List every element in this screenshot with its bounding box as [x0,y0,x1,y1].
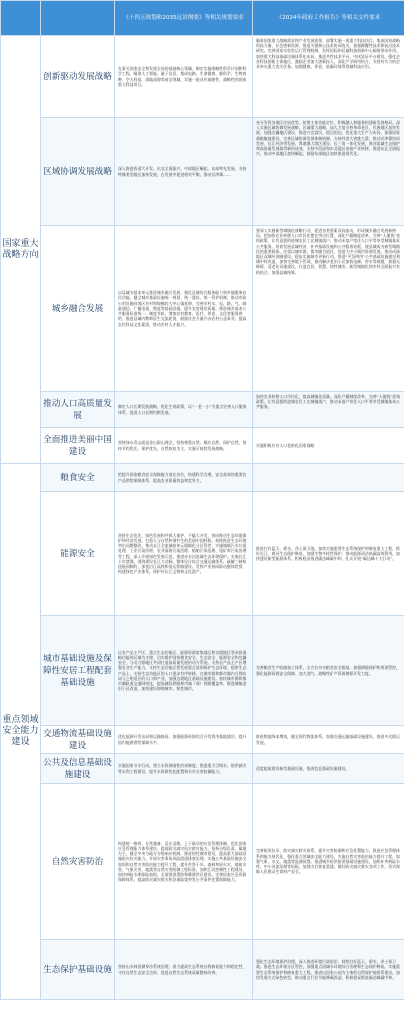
table-row [1,118,404,226]
category-cell: 重点领域安全能力建设 [1,464,41,1000]
item-cell: 推动人口高质量发展 [41,392,115,428]
item-cell: 城市基础设施及保障性安居工程配套基础设施 [41,616,115,726]
report-text-cell: 完善粮食生产收储加工体系，全方位夯实粮食安全根基，加强耕地保护和用途管控，强化能源资源安全保障，加大油气、战略性矿产资源勘探开发力度。 [253,616,404,726]
item-cell: 交通物流基础设施建设 [41,726,115,754]
plan-text-cell: 在事关国家安全和发展全局的基础核心领域，制定实施战略性科学计划和科学工程。瞄准人工智能、量子信息、集成电路、生命健康、脑科学、生物育种、空天科技、深地深海等前沿领域，实施一批具有前瞻性、战略性的国家重大科技项目。 [115,36,253,118]
header-plan-column: 《十四五规划和2035远景纲要》等相关规划要求 [115,1,253,36]
plan-text-cell: 构建统一指挥、专常兼备、反应灵敏、上下联动的应急管理体制，优化国家应急管理能力体系建设，提高防灾减灾抗灾救灾能力。坚持分级负责、属地为主，健全中央与地方分级响应机制。推进韧性城市建设，提高重大基础设施防灾抗灾能力。开展灾害事故风险隐患排查治理，实施公共基础设施安全加固和自然灾害防治能力提升工程，提升洪涝干旱、森林草原火灾、地质灾害、气象灾害、地震等自然灾害防御工程标准，加快江河控制性工程建设，加快病险水库除险加固，全面推进堤防和蓄滞洪区建设。完善国家应急资源保障体系。提高防灾减灾救灾和急难险重突发公共事件处置保障能力。 [115,784,253,940]
header-category-cell [1,1,41,36]
table-row [1,784,404,940]
plan-text-cell: 以农产品主产区、重点生态功能区、能源资源富集地区和边境地区等承担战略功能的区域为支撑，切实维护国家粮食安全、生态安全、能源安全和边疆安全，与动力源地区共同打造高质量发展的动力系统。支持农产品主产区增强农业生产能力，支持生态功能区把发展重点放到保护生态环境、提供生态产品上，支持生态功能区的人口逐步有序转移，在城市群和都市圈内合理布局与之相适应的人口和产业。加强边境地区基础设施建设。加快城市群和都市圈轨道交通网络化，提高城际铁路和市域（郊）铁路覆盖率，推进城镇老旧小区改造，加快建设海绵城市、韧性城市。 [115,616,253,726]
table-row [1,226,404,392]
table-header-row [1,1,404,36]
report-text-cell: 推进物流降本增效，健全现代物流体系。加强交通运输基础设施建设，推进多式联运发展。 [253,726,404,754]
header-item-cell [41,1,115,36]
report-text-cell: 完善防汛抗旱、防灾减灾救灾体系，提升灾害防御和应急处置能力。推进应急管理体系和能力现代化，强化重点领域安全能力建设。实施自然灾害防治能力提升工程，加强气象、水文、地震等监测预警。推进城乡防洪排涝基础设施建设，加快补齐病险水库、中小河流治理等短板。加强灾后恢复重建。做好防灾减灾救灾各项工作，切实保障人民群众生命财产安全。 [253,784,404,940]
item-cell: 生态保护基础设施 [41,940,115,1000]
report-text-cell: 加快农业转移人口市民化，提高城镇化质量。深化户籍制度改革，完善“人地钱”挂钩政策，让有意愿的进城农民工在城镇落户，推动未落户常住人口平等享受城镇基本公共服务。 [253,392,404,428]
report-text-cell: 适度超前建设新型基础设施，推进信息基础设施建设。 [253,754,404,784]
plan-text-cell: 坚持绿水青山就是金山银山理念，坚持尊重自然、顺应自然、保护自然，坚持节约优先、保护优先、自然恢复为主，实施可持续发展战略。 [115,428,253,464]
table-row [1,616,404,726]
plan-text-cell: 实施国家节水行动，建立水资源刚性约束制度。推进重大引调水、防洪减灾等水利工程建设，提升水资源优化配置和水旱灾害防御能力。 [115,754,253,784]
table-row [1,754,404,784]
item-cell: 城乡融合发展 [41,226,115,392]
report-text-cell [253,464,404,492]
report-text-cell: 推进打好蓝天、碧水、净土保卫战。加快实施重要生态系统保护和修复重大工程，抓好长江、黄河生态保护修复，加强生物多样性保护。推动能源清洁低碳高效利用，加快建设新型能源体系。积极稳妥推进碳达峰碳中和，扎实开展“碳达峰十大行动”。 [253,492,404,616]
plan-text-cell: 坚持山水林田湖草沙系统治理，着力提高生态系统自我修复能力和稳定性，守住自然生态安全边界，促进自然生态系统质量整体改善。 [115,940,253,1000]
report-text-cell: 强化生态环境保护治理。深入推进环境污染防治，持续打好蓝天、碧水、净土保卫战。推进生态环境分区管控，加强重点流域水环境综合治理和生态保护修复。实施重要生态系统保护和修复重大工程，推进以国家公园为主体的自然保护地体系建设。加快发展方式绿色转型，推动重点行业节能降碳改造，积极稳妥推进碳达峰碳中和。 [253,940,404,1000]
report-text-cell: 要深入实施新型城镇化战略行动，促进各类要素双向流动，形成城乡融合发展新格局。把加快农业转移人口市民化摆在突出位置，深化户籍制度改革，完善“人地钱”挂钩政策，让有意愿的进城农民工在城镇落户，推动未落户常住人口平等享受城镇基本公共服务。培育发展县域经济，补齐基础设施和公共服务短板，使县城成为新型城镇化的重要载体。注重以城市群、都市圈为依托，促进大中小城市协调发展。推动成渝地区双城经济圈建设。稳步实施城市更新行动，推进“平急两用”公共基础设施建设和城中村改造，加快完善地下管网，推动解决老旧小区加装电梯、停车等难题，加强无障碍、适老化设施建设，打造宜居、智慧、韧性城市。新型城镇化和乡村全面振兴有机结合，加强县域统筹。 [253,226,404,392]
plan-text-cell: 把提升国家粮食安全保障能力放在首位，构建科学合理、安全高效的重要农产品供给保障体系，提高农业质量效益和竞争力。 [115,464,253,492]
item-cell: 区域协调发展战略 [41,118,115,226]
plan-text-cell: 优化能源开发布局和运输格局，加强能源资源综合开发利用基地建设，提升国内能源供给保障水平。 [115,726,253,754]
item-cell: 自然灾害防治 [41,784,115,940]
report-text-cell: 充分发挥各地区比较优势，按照主体功能定位，积极融入和服务构建新发展格局。深入实施区域协调发展战略、区域重大战略，加大力度支持革命老区、民族地区加快发展，加强边疆地区建设，推进兴边富民、稳边固边。优化重大生产力布局，加强国家战略腹地建设。完善区域协调发展体制机制，支持经济大省挑大梁，推动京津冀协同发展、长江经济带发展、粤港澳大湾区建设、长三角一体化发展、黄河流域生态保护和高质量发展取得新的成效，支持中西部和东北地区承接产业转移，推进东北全面振兴，推动中部地区加快崛起，鼓励东部地区加快推进现代化。 [253,118,404,226]
table-row [1,726,404,754]
table-row [1,428,404,464]
table-row [1,940,404,1000]
plan-text-cell: 坚持生态优先、绿色发展和共抓大保护、不搞大开发，协同推动生态环境保护和经济发展，打造人与自然和谐共生的美丽中国样板。持续推进生态环境突出问题整改，推动长江全流域按单元精细化分区管控，实施城镇污水垃圾处理、工业污染治理、农业面源污染治理、船舶污染治理、尾矿库污染治理等工程。深入开展绿色发展示范，推进赤水河流域生态环境保护。实施长江十年禁渔。围绕建设长江大动脉，整体设计综合交通运输体系，疏解三峡枢纽瓶颈制约，加快沿江高铁和货运铁路建设。发挥产业协同联动整体优势，构建绿色产业体系。保护好长江文物和文化遗产。 [115,492,253,616]
category-cell: 国家重大战略方向 [1,36,41,464]
item-cell: 能源安全 [41,492,115,616]
item-cell: 粮食安全 [41,464,115,492]
report-text-cell: 瞄准国家重大战略需求和产业发展需要，部署实施一批重大科技项目。集成国家战略科技力量、社会创新资源，推进关键核心技术协同攻关，加强颠覆性技术和前沿技术研究。完善国家实验室运行管理机制，发挥国际和区域科技创新中心辐射带动作用。加快重大科技基础设施体系化布局，推进共性技术平台、中试验证平台建设。强化企业科技创新主体地位，激励企业加大创新投入，深化产学研用结合，支持有实力的企业牵头重大攻关任务。加强健康、养老、低碳环保等领域科技应用。 [253,36,404,118]
header-report-column: 《2024年政府工作报告》等相关文件要求 [253,1,404,36]
table-row [1,492,404,616]
plan-text-cell: 以县域为基本单元推进城乡融合发展，强化县城综合服务能力和乡镇服务农民功能。健全城乡基础设施统一规划、统一建设、统一管护机制，推动市政公用设施向郊区乡村和规模较大中心镇延伸，完善乡村水、电、路、气、邮政通信、广播电视、物流等基础设施，提升农房建设质量。推进城乡基本公共服务标准统一、制度并轨，增加农村教育、医疗、养老、文化等服务供给，推进县域内教师医生交流轮岗，鼓励社会力量兴办农村公益事业。提高农民科技文化素质，推动乡村人才振兴。 [115,226,253,392]
table-row [1,36,404,118]
table-row [1,464,404,492]
item-cell: 公共及信息基础设施建设 [41,754,115,784]
item-cell: 创新驱动发展战略 [41,36,115,118]
item-cell: 全面推进美丽中国建设 [41,428,115,464]
report-text-cell: 实施积极应对人口老龄化国家战略 [253,428,404,464]
plan-text-cell: 制定人口长期发展战略，优化生育政策，以“一老一小”为重点完善人口服务体系，促进人口长期均衡发展。 [115,392,253,428]
plan-text-cell: 深入推进西部大开发、东北全面振兴、中部地区崛起、东部率先发展，支持特殊类型地区加快发展，在发展中促进相对平衡。推动京津冀…… [115,118,253,226]
table-row [1,392,404,428]
